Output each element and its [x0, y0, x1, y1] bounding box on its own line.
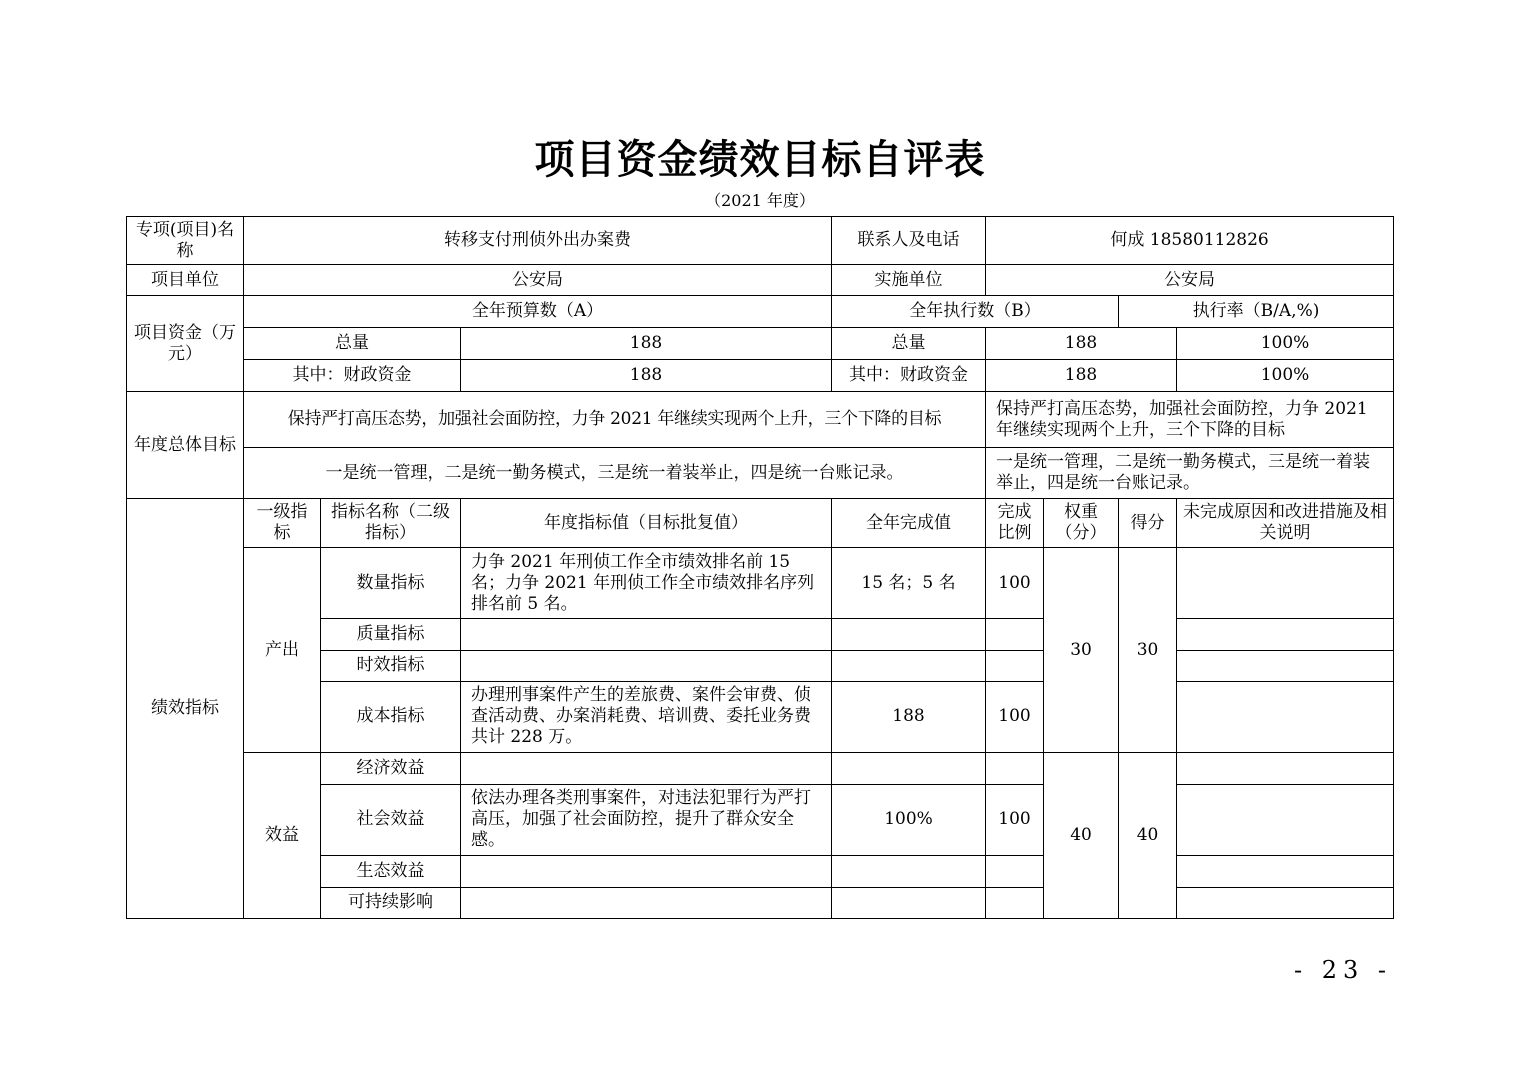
- quantity-ratio: 100: [986, 548, 1044, 619]
- performance-label: 绩效指标: [127, 499, 244, 919]
- self-evaluation-table: [126, 216, 1394, 919]
- social-target: 依法办理各类刑事案件，对违法犯罪行为严打高压，加强了社会面防控，提升了群众安全感。: [461, 784, 832, 855]
- fiscal-exec: 188: [986, 360, 1177, 392]
- ecological-actual: [832, 855, 986, 887]
- score-header: 得分: [1119, 499, 1177, 548]
- rate-header: 执行率（B/A,%): [1119, 296, 1394, 328]
- level2-header: 指标名称（二级指标）: [321, 499, 461, 548]
- quality-notes: [1177, 619, 1394, 650]
- project-name-value: 转移支付刑侦外出办案费: [244, 217, 832, 265]
- economic-actual: [832, 752, 986, 784]
- unit-row: [127, 265, 1394, 296]
- total-exec: 188: [986, 328, 1177, 360]
- timeliness-name: 时效指标: [321, 650, 461, 681]
- ratio-header: 完成比例: [986, 499, 1044, 548]
- impl-unit-value: 公安局: [986, 265, 1394, 296]
- output-weight: 30: [1044, 548, 1119, 752]
- total-rate: 100%: [1177, 328, 1394, 360]
- benefit-label: 效益: [244, 752, 321, 918]
- page-title: 项目资金绩效目标自评表: [534, 136, 986, 183]
- fiscal-rate: 100%: [1177, 360, 1394, 392]
- economic-notes: [1177, 752, 1394, 784]
- ecological-target: [461, 855, 832, 887]
- quality-name: 质量指标: [321, 619, 461, 650]
- project-name-label: 专项(项目)名称: [127, 217, 244, 265]
- cost-target: 办理刑事案件产生的差旅费、案件会审费、侦查活动费、办案消耗费、培训费、委托业务费共计 228 万。: [461, 681, 832, 752]
- goal-row-1: [127, 392, 1394, 448]
- goal1-actual: 保持严打高压态势，加强社会面防控，力争 2021 年继续实现两个上升，三个下降的目标: [986, 392, 1394, 448]
- sustainable-actual: [832, 887, 986, 918]
- total-exec-label: 总量: [832, 328, 986, 360]
- quantity-name: 数量指标: [321, 548, 461, 619]
- timeliness-notes: [1177, 650, 1394, 681]
- funds-total-row: [127, 328, 1394, 360]
- quantity-notes: [1177, 548, 1394, 619]
- fiscal-label: 其中：财政资金: [244, 360, 461, 392]
- goal1-target: 保持严打高压态势，加强社会面防控，力争 2021 年继续实现两个上升，三个下降的目标: [244, 392, 986, 448]
- economic-target: [461, 752, 832, 784]
- goals-label: 年度总体目标: [127, 392, 244, 499]
- cost-actual: 188: [832, 681, 986, 752]
- social-ratio: 100: [986, 784, 1044, 855]
- table-row: [127, 752, 1394, 784]
- impl-unit-label: 实施单位: [832, 265, 986, 296]
- sustainable-name: 可持续影响: [321, 887, 461, 918]
- table-row: [127, 548, 1394, 619]
- cost-name: 成本指标: [321, 681, 461, 752]
- goal2-target: 一是统一管理，二是统一勤务模式，三是统一着装举止，四是统一台账记录。: [244, 448, 986, 499]
- economic-name: 经济效益: [321, 752, 461, 784]
- quantity-actual: 15 名；5 名: [832, 548, 986, 619]
- exec-header: 全年执行数（B）: [832, 296, 1119, 328]
- social-actual: 100%: [832, 784, 986, 855]
- output-label: 产出: [244, 548, 321, 752]
- funds-label: 项目资金（万元）: [127, 296, 244, 392]
- contact-value: 何成 18580112826: [986, 217, 1394, 265]
- sustainable-target: [461, 887, 832, 918]
- level1-header: 一级指标: [244, 499, 321, 548]
- weight-header: 权重（分）: [1044, 499, 1119, 548]
- timeliness-ratio: [986, 650, 1044, 681]
- fiscal-exec-label: 其中：财政资金: [832, 360, 986, 392]
- timeliness-actual: [832, 650, 986, 681]
- quality-actual: [832, 619, 986, 650]
- total-budget: 188: [461, 328, 832, 360]
- sustainable-ratio: [986, 887, 1044, 918]
- goal-row-2: [127, 448, 1394, 499]
- project-name-row: [127, 217, 1394, 265]
- social-notes: [1177, 784, 1394, 855]
- funds-header-row: [127, 296, 1394, 328]
- output-score: 30: [1119, 548, 1177, 752]
- social-name: 社会效益: [321, 784, 461, 855]
- ecological-notes: [1177, 855, 1394, 887]
- benefit-weight: 40: [1044, 752, 1119, 918]
- sustainable-notes: [1177, 887, 1394, 918]
- benefit-score: 40: [1119, 752, 1177, 918]
- quantity-target: 力争 2021 年刑侦工作全市绩效排名前 15 名；力争 2021 年刑侦工作全市绩效排名序列排名前 5 名。: [461, 548, 832, 619]
- report-year: （2021 年度）: [705, 191, 815, 210]
- ecological-name: 生态效益: [321, 855, 461, 887]
- total-label: 总量: [244, 328, 461, 360]
- actual-header: 全年完成值: [832, 499, 986, 548]
- fiscal-budget: 188: [461, 360, 832, 392]
- ecological-ratio: [986, 855, 1044, 887]
- funds-fiscal-row: [127, 360, 1394, 392]
- quality-ratio: [986, 619, 1044, 650]
- cost-notes: [1177, 681, 1394, 752]
- budget-header: 全年预算数（A）: [244, 296, 832, 328]
- target-header: 年度指标值（目标批复值）: [461, 499, 832, 548]
- unit-label: 项目单位: [127, 265, 244, 296]
- unit-value: 公安局: [244, 265, 832, 296]
- page-number: - 23 -: [1293, 956, 1392, 984]
- quality-target: [461, 619, 832, 650]
- timeliness-target: [461, 650, 832, 681]
- contact-label: 联系人及电话: [832, 217, 986, 265]
- notes-header: 未完成原因和改进措施及相关说明: [1177, 499, 1394, 548]
- economic-ratio: [986, 752, 1044, 784]
- cost-ratio: 100: [986, 681, 1044, 752]
- goal2-actual: 一是统一管理，二是统一勤务模式，三是统一着装举止，四是统一台账记录。: [986, 448, 1394, 499]
- performance-header-row: [127, 499, 1394, 548]
